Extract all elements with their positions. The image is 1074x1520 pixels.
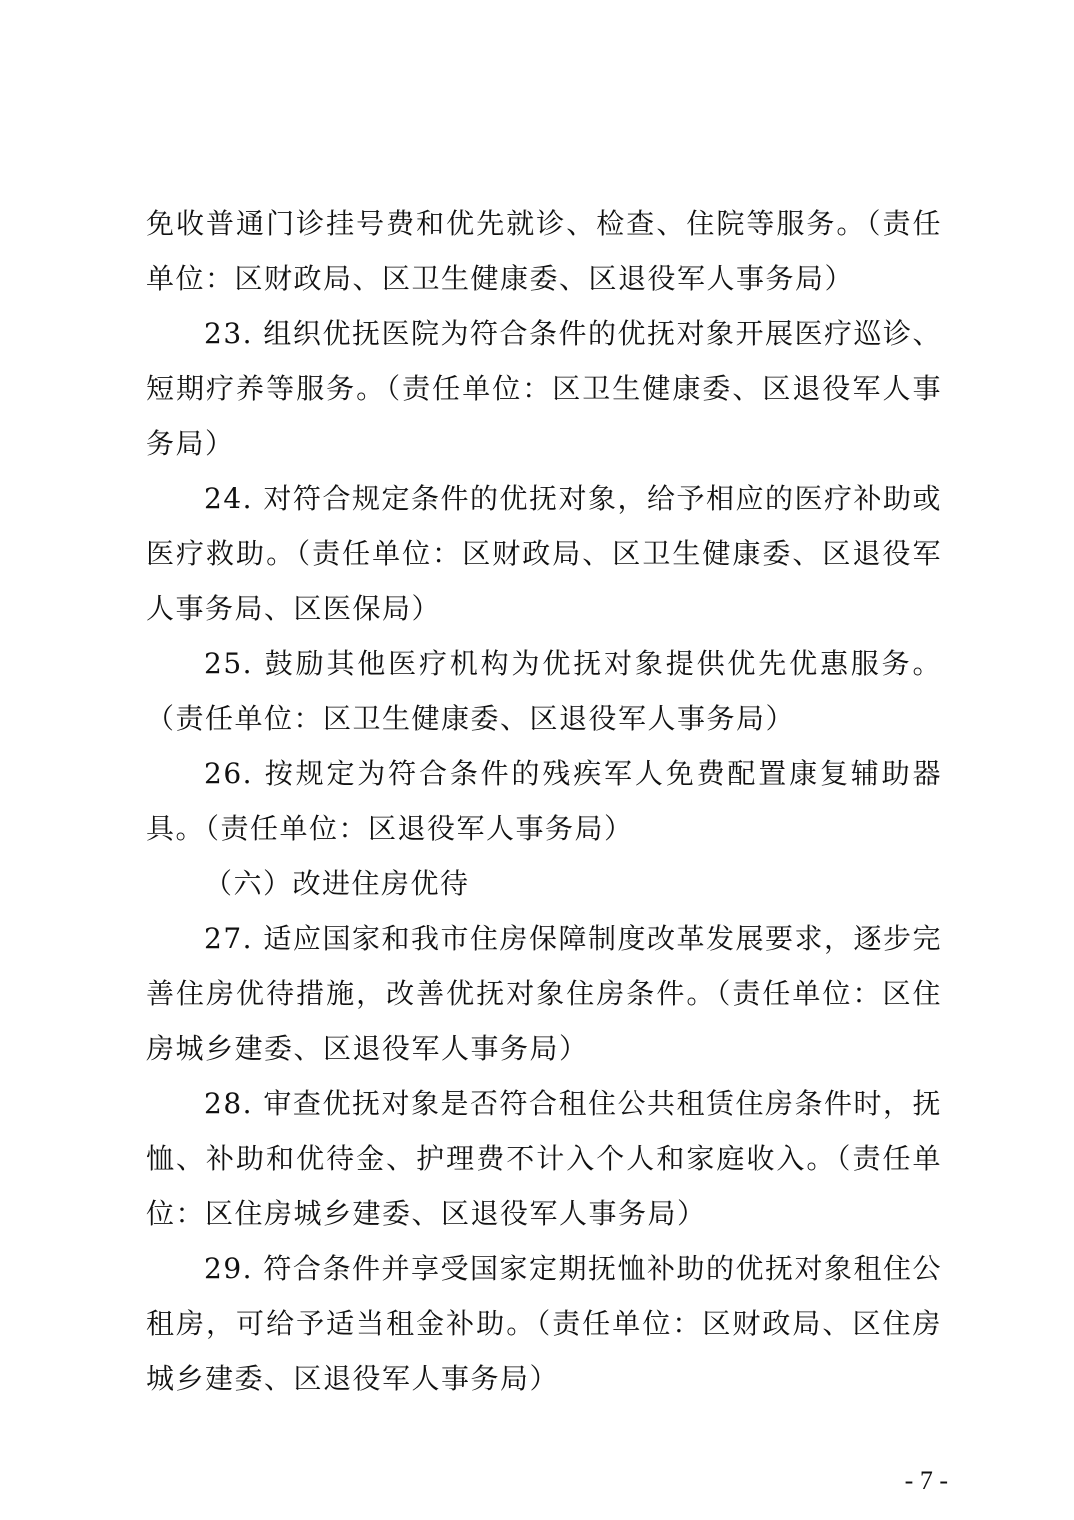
paragraph-item-26: 26. 按规定为符合条件的残疾军人免费配置康复辅助器具。（责任单位：区退役军人事务局） [146, 757, 942, 845]
paragraph-item-29: 29. 符合条件并享受国家定期抚恤补助的优抚对象租住公租房，可给予适当租金补助。（责任单位：区财政局、区住房城乡建委、区退役军人事务局） [146, 1252, 942, 1395]
paragraph-item-23: 23. 组织优抚医院为符合条件的优抚对象开展医疗巡诊、短期疗养等服务。（责任单位：区卫生健康委、区退役军人事务局） [146, 317, 942, 460]
paragraph-item-27: 27. 适应国家和我市住房保障制度改革发展要求，逐步完善住房优待措施，改善优抚对象住房条件。（责任单位：区住房城乡建委、区退役军人事务局） [146, 922, 942, 1065]
paragraph-continuation: 免收普通门诊挂号费和优先就诊、检查、住院等服务。（责任单位：区财政局、区卫生健康委、区退役军人事务局） [146, 207, 942, 295]
paragraph-item-24: 24. 对符合规定条件的优抚对象，给予相应的医疗补助或医疗救助。（责任单位：区财政局、区卫生健康委、区退役军人事务局、区医保局） [146, 482, 942, 625]
page-number: - 7 - [904, 1466, 948, 1495]
section-heading-housing: （六）改进住房优待 [204, 867, 470, 900]
paragraph-item-28: 28. 审查优抚对象是否符合租住公共租赁住房条件时，抚恤、补助和优待金、护理费不计入个人和家庭收入。（责任单位：区住房城乡建委、区退役军人事务局） [146, 1087, 942, 1230]
document-body [146, 196, 942, 1406]
paragraph-item-25: 25. 鼓励其他医疗机构为优抚对象提供优先优惠服务。（责任单位：区卫生健康委、区退役军人事务局） [146, 647, 942, 735]
